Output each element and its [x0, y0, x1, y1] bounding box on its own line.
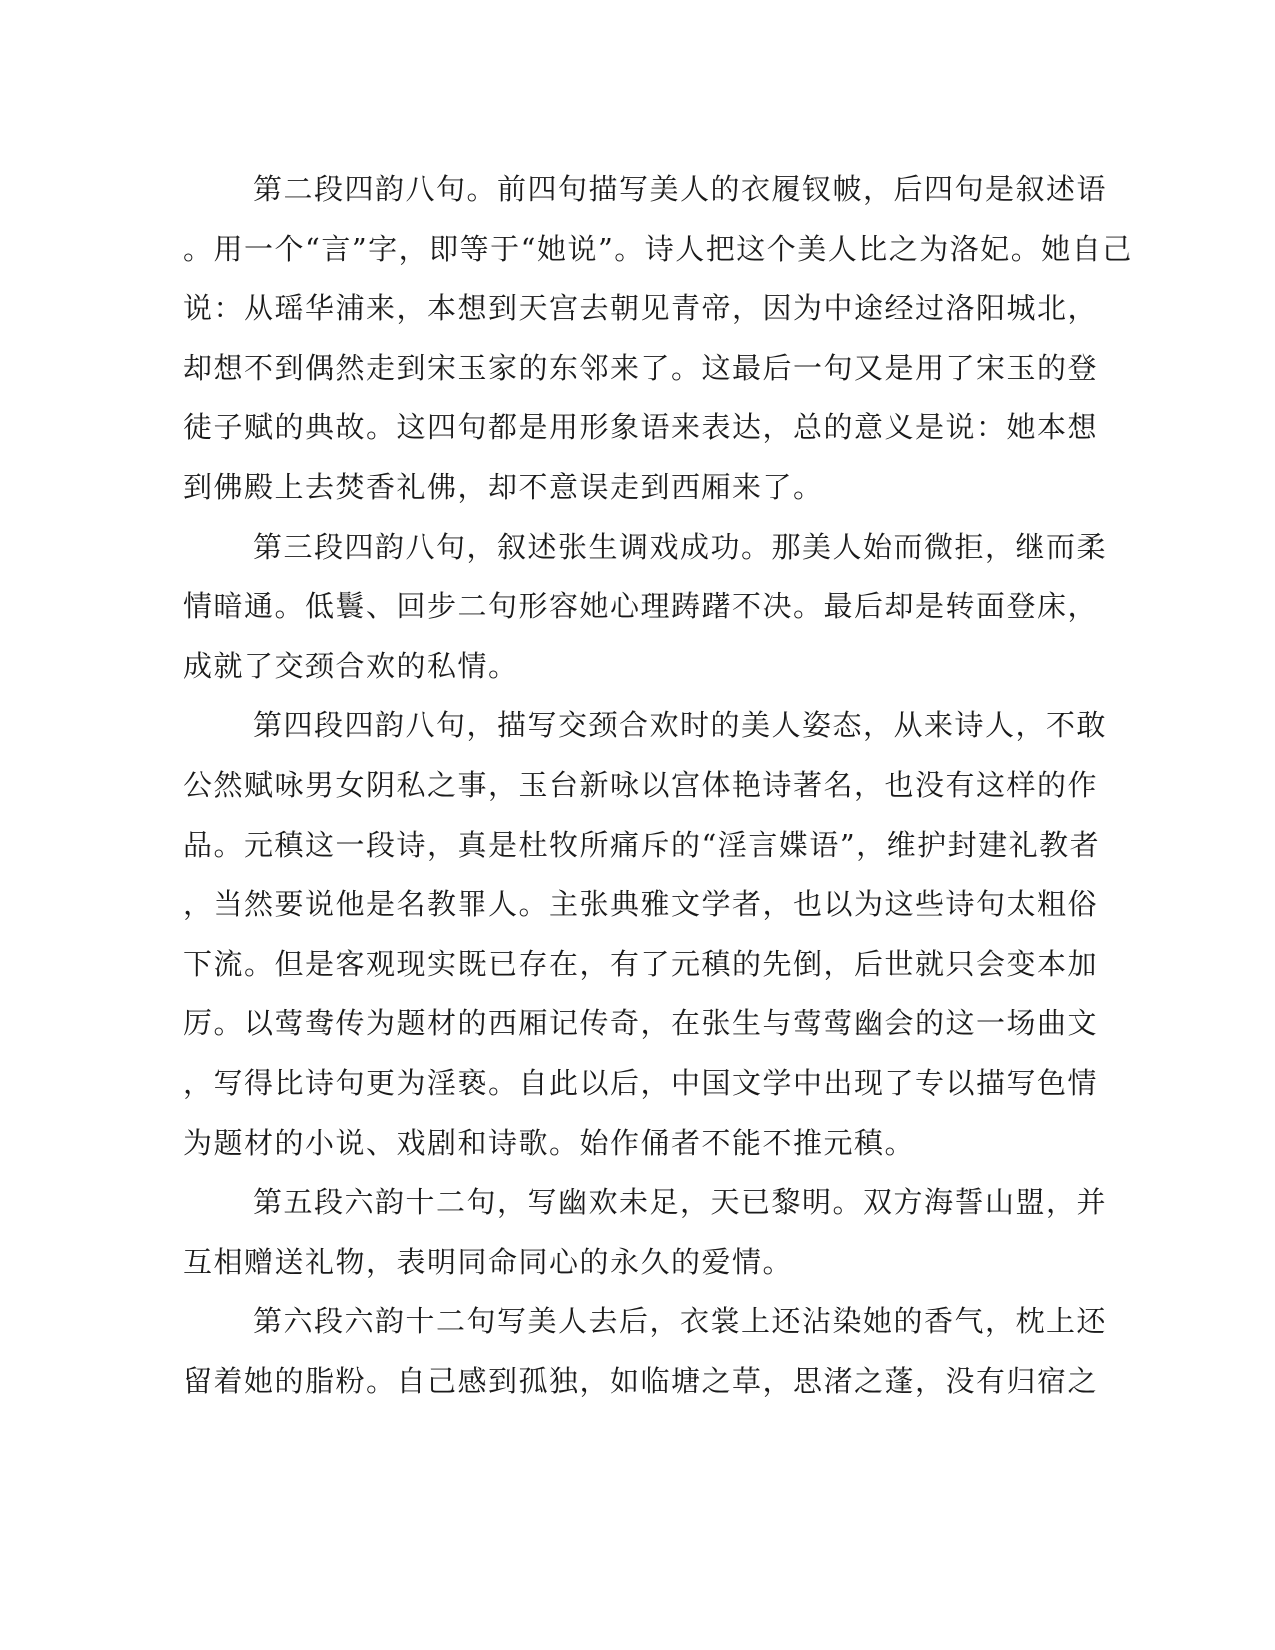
paragraph-first-line: 第二段四韵八句。前四句描写美人的衣履钗帔，后四句是叙述语 [253, 172, 1108, 206]
text-line: 留着她的脂粉。自己感到孤独，如临塘之草，思渚之蓬，没有归宿之 [183, 1363, 1099, 1398]
text-line: 情暗通。低鬟、回步二句形容她心理踌躇不决。最后却是转面登床， [183, 589, 1099, 624]
text-line: 互相赠送礼物，表明同命同心的永久的爱情。 [183, 1244, 794, 1279]
text-line: 下流。但是客观现实既已存在，有了元稹的先倒，后世就只会变本加 [183, 946, 1099, 981]
text-line: 公然赋咏男女阴私之事，玉台新咏以宫体艳诗著名，也没有这样的作 [183, 767, 1099, 802]
text-line: ，写得比诗句更为淫亵。自此以后，中国文学中出现了专以描写色情 [183, 1065, 1099, 1100]
text-line: 说：从瑶华浦来，本想到天宫去朝见青帝，因为中途经过洛阳城北， [183, 291, 1099, 326]
paragraph-first-line: 第六段六韵十二句写美人去后，衣裳上还沾染她的香气，枕上还 [253, 1304, 1108, 1339]
text-line: 徒子赋的典故。这四句都是用形象语来表达，总的意义是说：她本想 [183, 410, 1099, 445]
paragraph-first-line: 第四段四韵八句，描写交颈合欢时的美人姿态，从来诗人，不敢 [253, 708, 1108, 743]
text-line: 却想不到偶然走到宋玉家的东邻来了。这最后一句又是用了宋玉的登 [183, 350, 1099, 385]
text-line: 为题材的小说、戏剧和诗歌。始作俑者不能不推元稹。 [183, 1125, 916, 1160]
text-line: ，当然要说他是名教罪人。主张典雅文学者，也以为这些诗句太粗俗 [183, 887, 1099, 922]
paragraph-first-line: 第三段四韵八句，叙述张生调戏成功。那美人始而微拒，继而柔 [253, 529, 1108, 564]
document-body [183, 160, 1133, 1411]
paragraph-first-line: 第五段六韵十二句，写幽欢未足，天已黎明。双方海誓山盟，并 [253, 1185, 1108, 1220]
text-line: 厉。以莺鸯传为题材的西厢记传奇，在张生与莺莺幽会的这一场曲文 [183, 1006, 1099, 1041]
text-line: 到佛殿上去焚香礼佛，却不意误走到西厢来了。 [183, 469, 824, 504]
text-line: 。用一个“言”字，即等于“她说”。诗人把这个美人比之为洛妃。她自己 [183, 231, 1133, 266]
text-line: 品。元稹这一段诗，真是杜牧所痛斥的“淫言媟语”，维护封建礼教者 [183, 827, 1101, 862]
text-line: 成就了交颈合欢的私情。 [183, 648, 519, 683]
